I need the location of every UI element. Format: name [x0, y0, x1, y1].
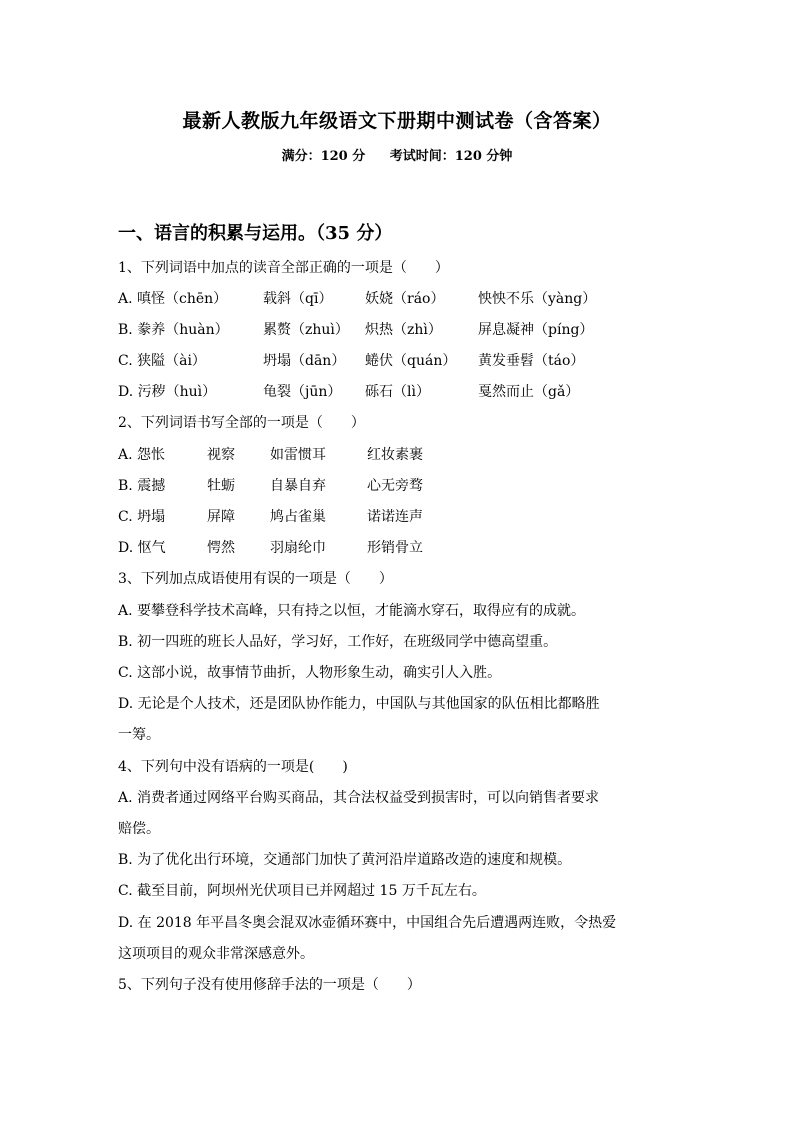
- q1-c-word2: 坍塌（dān）: [263, 353, 346, 369]
- q4-option-a-line2: 赔偿。: [118, 821, 160, 837]
- q1-d-word3: 砾石（lì）: [365, 384, 430, 400]
- q2-c-word4: 诺诺连声: [367, 509, 423, 525]
- q3-option-c: C. 这部小说，故事情节曲折，人物形象生动，确实引人入胜。: [118, 665, 502, 681]
- q2-a-word2: 视察: [207, 447, 235, 463]
- q1-a-word4: 怏怏不乐（yàng）: [478, 291, 597, 307]
- q1-d-word1: D. 污秽（huì）: [118, 384, 217, 400]
- q2-d-word3: 羽扇纶巾: [270, 540, 326, 556]
- q2-stem: 2、下列词语书写全部的一项是（ ）: [118, 415, 365, 431]
- q2-a-word3: 如雷惯耳: [270, 447, 326, 463]
- q2-b-word4: 心无旁骛: [367, 478, 423, 494]
- q1-stem: 1、下列词语中加点的读音全部正确的一项是（ ）: [118, 260, 449, 276]
- q4-option-b: B. 为了优化出行环境，交通部门加快了黄河沿岸道路改造的速度和规模。: [118, 852, 572, 868]
- q1-a-word2: 载斜（qī）: [263, 291, 333, 307]
- exam-info: [0, 145, 794, 164]
- q1-c-word1: C. 狭隘（ài）: [118, 353, 206, 369]
- full-score: 满分：120 分: [281, 149, 366, 164]
- q4-stem: 4、下列句中没有语病的一项是( ): [118, 759, 348, 775]
- q1-b-word2: 累赘（zhuì）: [263, 322, 349, 338]
- q3-option-b: B. 初一四班的班长人品好，学习好，工作好，在班级同学中德高望重。: [118, 634, 558, 650]
- q2-option-c: [118, 507, 423, 527]
- q1-b-word4: 屏息凝神（píng）: [478, 322, 594, 338]
- q1-a-word1: A. 嗔怪（chēn）: [118, 291, 228, 307]
- q2-c-word2: 屏障: [207, 509, 235, 525]
- q5-stem: 5、下列句子没有使用修辞手法的一项是（ ）: [118, 977, 421, 993]
- q2-c-word3: 鸠占雀巢: [270, 509, 326, 525]
- exam-time: 考试时间：120 分钟: [389, 149, 513, 164]
- q3-stem: 3、下列加点成语使用有误的一项是（ ）: [118, 571, 393, 587]
- q2-d-word2: 愕然: [207, 540, 235, 556]
- q1-option-a: [118, 289, 596, 309]
- q4-option-d-line1: D. 在 2018 年平昌冬奥会混双冰壶循环赛中，中国组合先后遭遇两连败，令热爱: [118, 915, 617, 931]
- q4-option-c: C. 截至目前，阿坝州光伏项目已并网超过 15 万千瓦左右。: [118, 883, 486, 899]
- q2-c-word1: C. 坍塌: [118, 509, 166, 525]
- section-heading: 一、语言的积累与运用。（35 分）: [118, 223, 393, 244]
- q1-c-word4: 黄发垂髫（táo）: [478, 353, 585, 369]
- q1-b-word1: B. 豢养（huàn）: [118, 322, 229, 338]
- q2-d-word1: D. 怄气: [118, 540, 166, 556]
- q1-b-word3: 炽热（zhì）: [365, 322, 442, 338]
- q1-d-word4: 戛然而止（gǎ）: [478, 384, 580, 400]
- q2-a-word4: 红妆素裹: [367, 447, 423, 463]
- q4-option-a-line1: A. 消费者通过网络平台购买商品，其合法权益受到损害时，可以向销售者要求: [118, 790, 600, 806]
- q1-option-c: [118, 351, 584, 371]
- page-title: 最新人教版九年级语文下册期中测试卷（含答案）: [182, 110, 612, 132]
- q1-d-word2: 龟裂（jūn）: [263, 384, 342, 400]
- q2-option-b: [118, 476, 423, 496]
- q3-option-a: A. 要攀登科学技术高峰，只有持之以恒，才能滴水穿石，取得应有的成就。: [118, 603, 586, 619]
- q2-b-word1: B. 震撼: [118, 478, 166, 494]
- q1-a-word3: 妖娆（ráo）: [365, 291, 445, 307]
- q4-option-d-line2: 这项项目的观众非常深感意外。: [118, 946, 314, 962]
- q2-b-word2: 牡蛎: [207, 478, 235, 494]
- q1-c-word3: 蜷伏（quán）: [365, 353, 457, 369]
- q2-option-a: [118, 445, 423, 465]
- q1-option-b: [118, 320, 593, 340]
- q2-option-d: [118, 538, 423, 558]
- q2-d-word4: 形销骨立: [367, 540, 423, 556]
- q2-a-word1: A. 怨怅: [118, 447, 166, 463]
- q1-option-d: [118, 382, 579, 402]
- q2-b-word3: 自暴自弃: [270, 478, 326, 494]
- q3-option-d-line1: D. 无论是个人技术，还是团队协作能力，中国队与其他国家的队伍相比都略胜: [118, 696, 600, 712]
- q3-option-d-line2: 一筹。: [118, 727, 160, 743]
